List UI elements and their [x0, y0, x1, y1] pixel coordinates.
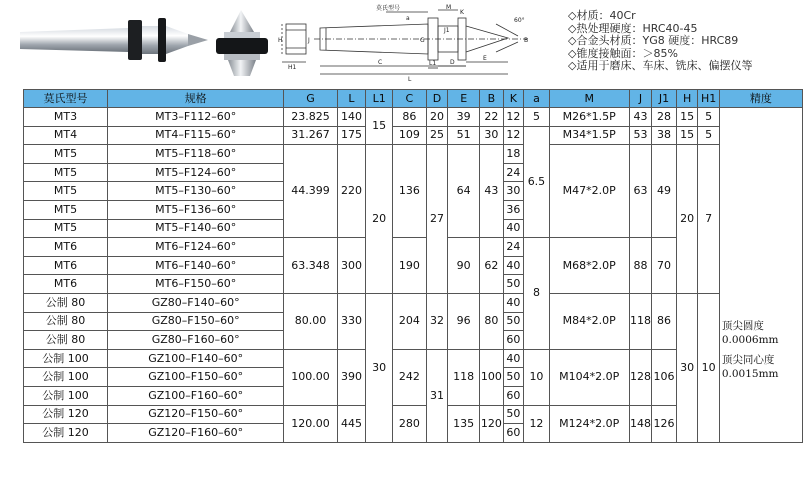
cell-model: 公制 120	[24, 405, 108, 424]
cell-b: 43	[480, 145, 504, 238]
live-center-side-view	[20, 18, 208, 62]
cell-spec: GZ100–F160–60°	[108, 386, 284, 405]
cell-e: 90	[448, 238, 480, 294]
spec-material: ◇材质：40Cr	[568, 9, 636, 22]
cell-b: 80	[480, 293, 504, 349]
cell-h1: 10	[698, 293, 720, 442]
cell-e: 135	[448, 405, 480, 442]
cell-model: 公制 100	[24, 349, 108, 368]
svg-text:L: L	[408, 76, 412, 82]
cell-k: 36	[503, 200, 524, 219]
cell-model: 公制 100	[24, 386, 108, 405]
cell-spec: MT5–F124–60°	[108, 163, 284, 182]
cell-j: 88	[629, 238, 652, 294]
svg-text:M: M	[446, 4, 452, 11]
cell-e: 51	[448, 126, 480, 145]
cell-model: MT6	[24, 256, 108, 275]
header-e: E	[448, 90, 480, 108]
precision-concentricity-value: 0.0015mm	[721, 367, 779, 380]
cell-a: 10	[524, 349, 550, 405]
cell-h1: 5	[698, 108, 720, 127]
cell-b: 100	[480, 349, 504, 405]
cell-spec: MT5–F136–60°	[108, 200, 284, 219]
header-spec: 规格	[108, 90, 284, 108]
cell-m: M84*2.0P	[549, 293, 629, 349]
cell-h1: 7	[698, 145, 720, 294]
cell-k: 40	[503, 349, 524, 368]
cell-spec: MT3–F112–60°	[108, 108, 284, 127]
table-row	[24, 126, 803, 145]
svg-text:B: B	[524, 37, 529, 44]
svg-text:60°: 60°	[514, 17, 525, 24]
cell-m: M26*1.5P	[549, 108, 629, 127]
cell-g: 44.399	[284, 145, 337, 238]
cell-j1: 70	[652, 238, 677, 294]
cell-spec: MT4–F115–60°	[108, 126, 284, 145]
svg-text:K: K	[460, 9, 464, 16]
cell-model: 公制 100	[24, 368, 108, 387]
cell-m: M104*2.0P	[549, 349, 629, 405]
cell-model: 公制 80	[24, 331, 108, 350]
cell-model: 公制 80	[24, 312, 108, 331]
cell-c: 190	[392, 238, 426, 294]
cell-k: 30	[503, 182, 524, 201]
cell-k: 24	[503, 238, 524, 257]
cell-m: M68*2.0P	[549, 238, 629, 294]
spec-alloy-head: ◇合金头材质：YG8 硬度：HRC89	[568, 34, 739, 48]
header-d: D	[426, 90, 448, 108]
drawing-title: 莫氏型号	[376, 5, 401, 12]
product-photo	[18, 6, 288, 76]
cell-j1: 86	[652, 293, 677, 349]
cell-b: 30	[480, 126, 504, 145]
header-area	[0, 0, 805, 86]
cell-k: 50	[503, 275, 524, 294]
cell-g: 31.267	[284, 126, 337, 145]
cell-e: 96	[448, 293, 480, 349]
cell-l: 445	[337, 405, 366, 442]
cell-b: 120	[480, 405, 504, 442]
header-a: a	[524, 90, 550, 108]
cell-j: 148	[629, 405, 652, 442]
cell-m: M34*1.5P	[549, 126, 629, 145]
table-header-row	[24, 90, 803, 108]
cell-h1: 5	[698, 126, 720, 145]
cell-c: 109	[392, 126, 426, 145]
cell-model: MT6	[24, 275, 108, 294]
cell-k: 50	[503, 405, 524, 424]
cell-spec: GZ100–F140–60°	[108, 349, 284, 368]
cell-spec: MT5–F140–60°	[108, 219, 284, 238]
cell-model: MT5	[24, 219, 108, 238]
svg-text:a: a	[406, 15, 410, 22]
cell-k: 40	[503, 293, 524, 312]
cell-a: 6.5	[524, 126, 550, 238]
cell-k: 12	[503, 126, 524, 145]
cell-g: 100.00	[284, 349, 337, 405]
cell-spec: GZ80–F140–60°	[108, 293, 284, 312]
cell-m: M124*2.0P	[549, 405, 629, 442]
cell-spec: GZ80–F150–60°	[108, 312, 284, 331]
precision-roundness-label: 顶尖圆度	[721, 319, 764, 332]
cell-l: 175	[337, 126, 366, 145]
cell-d: 25	[426, 126, 448, 145]
cell-spec: MT5–F130–60°	[108, 182, 284, 201]
cell-l: 390	[337, 349, 366, 405]
table-row	[24, 108, 803, 127]
cell-e: 39	[448, 108, 480, 127]
cell-c: 86	[392, 108, 426, 127]
header-precision: 精度	[719, 90, 802, 108]
spec-application: ◇适用于磨床、车床、铣床、偏摆仪等	[568, 59, 753, 73]
header-c: C	[392, 90, 426, 108]
svg-text:G: G	[420, 37, 425, 44]
cell-c: 280	[392, 405, 426, 442]
cell-k: 24	[503, 163, 524, 182]
cell-l: 220	[337, 145, 366, 238]
table-row	[24, 293, 803, 312]
cell-c: 136	[392, 145, 426, 238]
cell-l: 140	[337, 108, 366, 127]
cell-k: 50	[503, 312, 524, 331]
svg-text:D: D	[450, 59, 455, 66]
svg-text:L1: L1	[429, 60, 437, 67]
cell-h: 15	[676, 126, 698, 145]
spec-table	[23, 89, 803, 443]
cell-spec: MT6–F124–60°	[108, 238, 284, 257]
cell-spec: GZ100–F150–60°	[108, 368, 284, 387]
live-center-front-view	[216, 10, 268, 76]
cell-model: 公制 80	[24, 293, 108, 312]
cell-model: MT5	[24, 182, 108, 201]
cell-j1: 38	[652, 126, 677, 145]
cell-j1: 106	[652, 349, 677, 405]
cell-c: 242	[392, 349, 426, 405]
cell-j1: 49	[652, 145, 677, 238]
cell-l1: 20	[366, 145, 393, 294]
cell-k: 50	[503, 368, 524, 387]
cell-model: MT3	[24, 108, 108, 127]
cell-spec: GZ80–F160–60°	[108, 331, 284, 350]
cell-e: 64	[448, 145, 480, 238]
cell-k: 60	[503, 386, 524, 405]
header-m: M	[549, 90, 629, 108]
cell-e: 118	[448, 349, 480, 405]
cell-l1: 15	[366, 108, 393, 145]
header-g: G	[284, 90, 337, 108]
cell-precision	[719, 108, 802, 443]
svg-text:E: E	[483, 55, 487, 62]
cell-k: 40	[503, 256, 524, 275]
cell-k: 40	[503, 219, 524, 238]
spec-list	[568, 10, 803, 73]
svg-text:C: C	[378, 59, 383, 66]
svg-text:J1: J1	[444, 27, 450, 34]
precision-concentricity-label: 顶尖同心度	[721, 353, 775, 366]
cell-j: 128	[629, 349, 652, 405]
cell-d: 20	[426, 108, 448, 127]
header-b: B	[480, 90, 504, 108]
cell-g: 23.825	[284, 108, 337, 127]
cell-spec: GZ120–F150–60°	[108, 405, 284, 424]
cell-b: 62	[480, 238, 504, 294]
cell-spec: MT5–F118–60°	[108, 145, 284, 164]
cell-l1: 30	[366, 293, 393, 442]
precision-roundness-value: 0.0006mm	[721, 333, 779, 346]
cell-g: 63.348	[284, 238, 337, 294]
cell-model: 公制 120	[24, 424, 108, 443]
svg-text:J: J	[308, 37, 310, 44]
cell-m: M47*2.0P	[549, 145, 629, 238]
cell-h: 15	[676, 108, 698, 127]
svg-text:H: H	[278, 37, 283, 44]
cell-model: MT4	[24, 126, 108, 145]
cell-h: 20	[676, 145, 698, 294]
cell-j: 43	[629, 108, 652, 127]
header-l: L	[337, 90, 366, 108]
cell-a: 12	[524, 405, 550, 442]
cell-k: 12	[503, 108, 524, 127]
cell-model: MT5	[24, 200, 108, 219]
svg-text:H1: H1	[288, 64, 297, 71]
spec-heat-treatment: ◇热处理硬度：HRC40-45	[568, 21, 698, 35]
cell-k: 18	[503, 145, 524, 164]
cell-g: 120.00	[284, 405, 337, 442]
header-j1: J1	[652, 90, 677, 108]
header-h1: H1	[698, 90, 720, 108]
header-k: K	[503, 90, 524, 108]
header-l1: L1	[366, 90, 393, 108]
cell-model: MT5	[24, 145, 108, 164]
cell-l: 300	[337, 238, 366, 294]
technical-drawing	[278, 2, 568, 82]
cell-b: 22	[480, 108, 504, 127]
cell-g: 80.00	[284, 293, 337, 349]
cell-j1: 126	[652, 405, 677, 442]
cell-d: 31	[426, 349, 448, 442]
cell-model: MT6	[24, 238, 108, 257]
table-row	[24, 145, 803, 164]
cell-model: MT5	[24, 163, 108, 182]
cell-j: 63	[629, 145, 652, 238]
cell-j: 53	[629, 126, 652, 145]
cell-l: 330	[337, 293, 366, 349]
cell-d: 27	[426, 145, 448, 294]
cell-j: 118	[629, 293, 652, 349]
header-model: 莫氏型号	[24, 90, 108, 108]
cell-spec: GZ120–F160–60°	[108, 424, 284, 443]
header-h: H	[676, 90, 698, 108]
header-j: J	[629, 90, 652, 108]
cell-h: 30	[676, 293, 698, 442]
cell-a: 5	[524, 108, 550, 127]
cell-j1: 28	[652, 108, 677, 127]
cell-spec: MT6–F140–60°	[108, 256, 284, 275]
cell-a: 8	[524, 238, 550, 350]
cell-spec: MT6–F150–60°	[108, 275, 284, 294]
cell-k: 60	[503, 424, 524, 443]
cell-k: 60	[503, 331, 524, 350]
cell-c: 204	[392, 293, 426, 349]
cell-d: 32	[426, 293, 448, 349]
spec-taper-contact: ◇锥度接触面：＞85%	[568, 46, 678, 60]
